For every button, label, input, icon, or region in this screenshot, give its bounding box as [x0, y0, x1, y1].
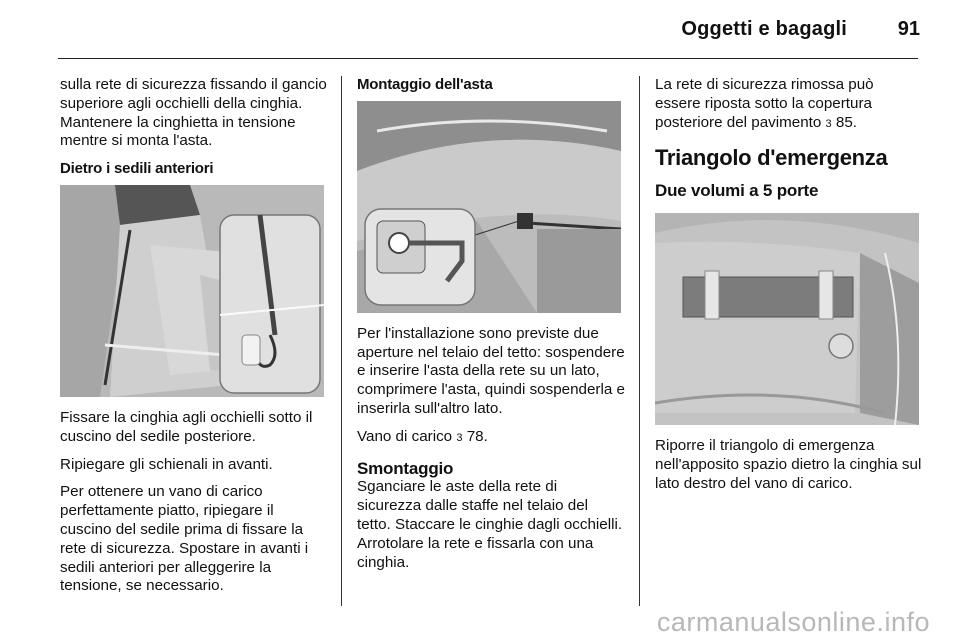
rod-mounting-illustration — [357, 101, 621, 313]
seat-strap-illustration — [60, 185, 324, 397]
col2-heading-2: Smontaggio — [357, 458, 454, 478]
column-3 — [655, 76, 923, 502]
col1-heading: Dietro i sedili anteriori — [60, 160, 214, 178]
col2-para2-ref: 78. — [462, 427, 488, 445]
col1-paragraph-1: sulla rete di sicurezza fissando il gancio superiore agli occhielli della cinghia. Mantenere la cinghietta in tensione mentre si monta l'asta. — [60, 76, 327, 150]
col3-heading-big: Triangolo d'emergenza — [655, 145, 888, 171]
col2-heading: Montaggio dell'asta — [357, 76, 493, 93]
arrow-icon: 3 — [825, 117, 832, 130]
column-divider-1 — [341, 76, 342, 606]
col2-paragraph-1: Per l'installazione sono previste due aperture nel telaio del tetto: sospendere e inserire l'asta della rete su un lato, comprimere l'asta, quindi sospenderla e inserirla sull'altro lato. — [357, 324, 625, 417]
col2-paragraph-3: Sganciare le aste della rete di sicurezza dalle staffe nel telaio del tetto. Staccare le cinghie dagli occhielli. Arrotolare la rete e fissarla con una cinghia. — [357, 478, 623, 571]
col3-paragraph-1 — [655, 76, 923, 133]
watermark: carmanualsonline.info — [656, 607, 930, 637]
col1-paragraph-2: Fissare la cinghia agli occhielli sotto il cuscino del sedile posteriore. — [60, 408, 313, 445]
col2-paragraph-2 — [357, 428, 625, 448]
col3-para1-ref: 85. — [831, 113, 858, 131]
col3-paragraph-2: Riporre il triangolo di emergenza nell'apposito spazio dietro la cinghia sul lato destro del vano di carico. — [655, 436, 922, 492]
page-header — [0, 0, 960, 58]
warning-triangle-storage-illustration — [655, 213, 919, 425]
col3-para1-text: La rete di sicurezza rimossa può essere riposta sotto la copertura posteriore del pavimento — [655, 76, 874, 131]
col2-para2-text: Vano di carico — [357, 427, 457, 445]
col3-heading-medium: Due volumi a 5 porte — [655, 181, 819, 201]
header-divider — [58, 58, 918, 59]
col1-paragraph-4: Per ottenere un vano di carico perfettamente piatto, ripiegare il cuscino del sedile prima di fissare la rete di sicurezza. Spostare in avanti i sedili anteriori per alleggerire la tensione, se necessario. — [60, 483, 309, 595]
arrow-icon: 3 — [456, 431, 463, 444]
column-divider-2 — [639, 76, 640, 606]
column-1 — [60, 76, 328, 605]
col1-paragraph-3: Ripiegare gli schienali in avanti. — [60, 455, 273, 473]
section-title: Oggetti e bagagli — [681, 18, 847, 40]
column-2 — [357, 76, 625, 581]
page-number: 91 — [897, 18, 920, 40]
